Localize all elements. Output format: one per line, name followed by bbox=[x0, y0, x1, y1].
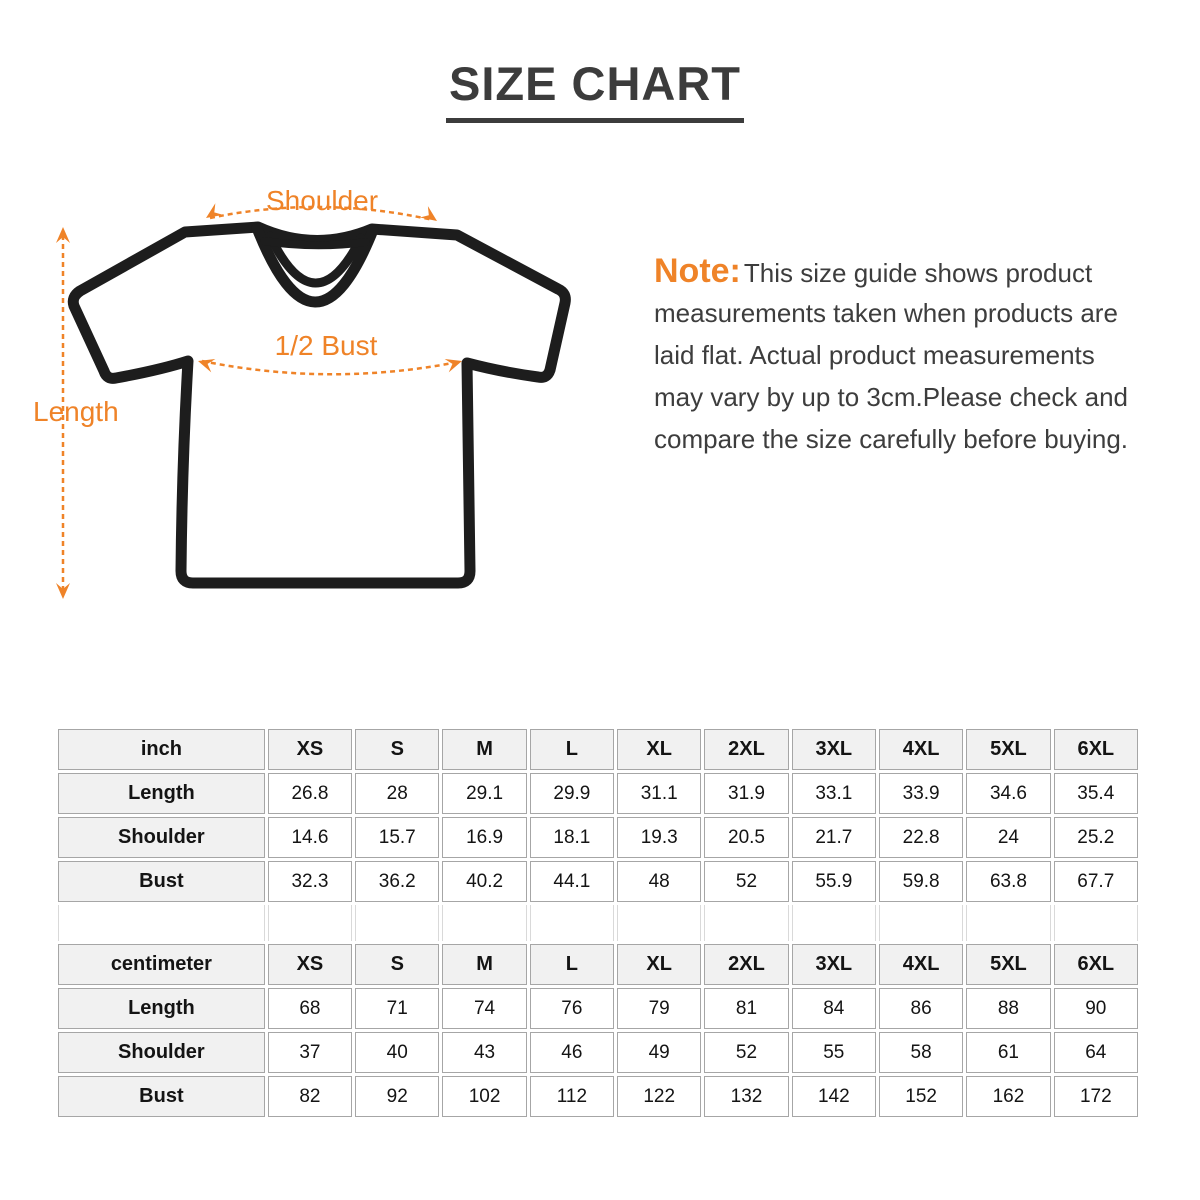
size-table bbox=[55, 726, 1141, 1120]
measurement-value: 14.6 bbox=[268, 817, 352, 858]
size-column-header: XS bbox=[268, 944, 352, 985]
measurement-value: 22.8 bbox=[879, 817, 963, 858]
measurement-value: 43 bbox=[442, 1032, 526, 1073]
measurement-value: 122 bbox=[617, 1076, 701, 1117]
measurement-value: 76 bbox=[530, 988, 614, 1029]
measurement-value: 15.7 bbox=[355, 817, 439, 858]
note-line: may vary by up to 3cm.Please check and bbox=[654, 382, 1129, 412]
measurement-value: 90 bbox=[1054, 988, 1138, 1029]
table-spacer-row bbox=[58, 905, 1138, 941]
size-column-header: S bbox=[355, 729, 439, 770]
size-column-header: M bbox=[442, 944, 526, 985]
measurement-value: 102 bbox=[442, 1076, 526, 1117]
measurement-value: 79 bbox=[617, 988, 701, 1029]
size-column-header: XS bbox=[268, 729, 352, 770]
measurement-value: 88 bbox=[966, 988, 1050, 1029]
measurement-value: 29.9 bbox=[530, 773, 614, 814]
measurement-value: 46 bbox=[530, 1032, 614, 1073]
tshirt-collar-back-line bbox=[264, 241, 366, 245]
measurement-row bbox=[58, 1032, 1138, 1073]
spacer-cell bbox=[268, 905, 352, 941]
note-text: This size guide shows product bbox=[743, 258, 1093, 288]
note-line: laid flat. Actual product measurements bbox=[654, 340, 1095, 370]
spacer-cell bbox=[1054, 905, 1138, 941]
size-column-header: S bbox=[355, 944, 439, 985]
measurement-value: 40.2 bbox=[442, 861, 526, 902]
measurement-value: 52 bbox=[704, 1032, 788, 1073]
measurement-value: 64 bbox=[1054, 1032, 1138, 1073]
spacer-cell bbox=[355, 905, 439, 941]
size-column-header: L bbox=[530, 729, 614, 770]
size-column-header: 2XL bbox=[704, 944, 788, 985]
measurement-value: 31.9 bbox=[704, 773, 788, 814]
measurement-label: Shoulder bbox=[58, 1032, 265, 1073]
measurement-label: Length bbox=[58, 988, 265, 1029]
measurement-value: 59.8 bbox=[879, 861, 963, 902]
measurement-value: 61 bbox=[966, 1032, 1050, 1073]
measurement-value: 33.1 bbox=[792, 773, 876, 814]
measurement-label: Bust bbox=[58, 861, 265, 902]
size-column-header: M bbox=[442, 729, 526, 770]
shoulder-arrowhead-left bbox=[202, 203, 223, 224]
measurement-value: 68 bbox=[268, 988, 352, 1029]
length-arrowhead-bottom bbox=[56, 583, 70, 599]
spacer-cell bbox=[792, 905, 876, 941]
measurement-value: 142 bbox=[792, 1076, 876, 1117]
measurement-value: 86 bbox=[879, 988, 963, 1029]
measurement-value: 18.1 bbox=[530, 817, 614, 858]
shoulder-arrowhead-right bbox=[420, 206, 441, 227]
measurement-value: 19.3 bbox=[617, 817, 701, 858]
measurement-value: 40 bbox=[355, 1032, 439, 1073]
measurement-label: Bust bbox=[58, 1076, 265, 1117]
note-line bbox=[654, 250, 1184, 292]
measurement-value: 25.2 bbox=[1054, 817, 1138, 858]
measurement-row bbox=[58, 988, 1138, 1029]
measurement-value: 24 bbox=[966, 817, 1050, 858]
shoulder-label: Shoulder bbox=[265, 185, 379, 216]
page-title: SIZE CHART bbox=[446, 56, 744, 123]
spacer-cell bbox=[966, 905, 1050, 941]
measurement-value: 84 bbox=[792, 988, 876, 1029]
measurement-value: 31.1 bbox=[617, 773, 701, 814]
measurement-value: 67.7 bbox=[1054, 861, 1138, 902]
half-bust-label: 1/2 Bust bbox=[274, 330, 378, 361]
measurement-value: 92 bbox=[355, 1076, 439, 1117]
measurement-value: 32.3 bbox=[268, 861, 352, 902]
measurement-value: 132 bbox=[704, 1076, 788, 1117]
measurement-value: 71 bbox=[355, 988, 439, 1029]
measurement-value: 33.9 bbox=[879, 773, 963, 814]
measurement-value: 162 bbox=[966, 1076, 1050, 1117]
measurement-value: 172 bbox=[1054, 1076, 1138, 1117]
measurement-label: Shoulder bbox=[58, 817, 265, 858]
length-arrowhead-top bbox=[56, 227, 70, 243]
measurement-value: 44.1 bbox=[530, 861, 614, 902]
measurement-label: Length bbox=[58, 773, 265, 814]
measurement-value: 82 bbox=[268, 1076, 352, 1117]
size-column-header: L bbox=[530, 944, 614, 985]
size-column-header: 2XL bbox=[704, 729, 788, 770]
size-column-header: 6XL bbox=[1054, 729, 1138, 770]
measurement-value: 63.8 bbox=[966, 861, 1050, 902]
measurement-row bbox=[58, 817, 1138, 858]
unit-label: inch bbox=[58, 729, 265, 770]
measurement-value: 26.8 bbox=[268, 773, 352, 814]
size-column-header: 5XL bbox=[966, 944, 1050, 985]
measurement-row bbox=[58, 773, 1138, 814]
measurement-value: 34.6 bbox=[966, 773, 1050, 814]
measurement-value: 16.9 bbox=[442, 817, 526, 858]
unit-label: centimeter bbox=[58, 944, 265, 985]
measurement-value: 49 bbox=[617, 1032, 701, 1073]
spacer-cell bbox=[58, 905, 265, 941]
measurement-row bbox=[58, 861, 1138, 902]
length-label: Length bbox=[33, 396, 119, 427]
measurement-value: 74 bbox=[442, 988, 526, 1029]
size-column-header: 3XL bbox=[792, 944, 876, 985]
measurement-value: 20.5 bbox=[704, 817, 788, 858]
spacer-cell bbox=[879, 905, 963, 941]
measurement-value: 112 bbox=[530, 1076, 614, 1117]
note-block bbox=[654, 250, 1184, 460]
measurement-value: 55 bbox=[792, 1032, 876, 1073]
measurement-value: 29.1 bbox=[442, 773, 526, 814]
measurement-value: 58 bbox=[879, 1032, 963, 1073]
measurement-value: 48 bbox=[617, 861, 701, 902]
note-line: measurements taken when products are bbox=[654, 298, 1118, 328]
measurement-row bbox=[58, 1076, 1138, 1117]
spacer-cell bbox=[704, 905, 788, 941]
measurement-value: 28 bbox=[355, 773, 439, 814]
measurement-value: 36.2 bbox=[355, 861, 439, 902]
measurement-value: 35.4 bbox=[1054, 773, 1138, 814]
measurement-value: 152 bbox=[879, 1076, 963, 1117]
spacer-cell bbox=[617, 905, 701, 941]
unit-header-row bbox=[58, 729, 1138, 770]
note-line: compare the size carefully before buying. bbox=[654, 424, 1129, 454]
size-column-header: 6XL bbox=[1054, 944, 1138, 985]
tshirt-measurement-diagram bbox=[20, 165, 640, 635]
size-column-header: 5XL bbox=[966, 729, 1050, 770]
measurement-value: 37 bbox=[268, 1032, 352, 1073]
measurement-value: 52 bbox=[704, 861, 788, 902]
unit-header-row bbox=[58, 944, 1138, 985]
measurement-value: 81 bbox=[704, 988, 788, 1029]
size-column-header: 4XL bbox=[879, 944, 963, 985]
size-column-header: XL bbox=[617, 729, 701, 770]
measurement-value: 21.7 bbox=[792, 817, 876, 858]
size-column-header: XL bbox=[617, 944, 701, 985]
spacer-cell bbox=[442, 905, 526, 941]
measurement-value: 55.9 bbox=[792, 861, 876, 902]
spacer-cell bbox=[530, 905, 614, 941]
note-prefix: Note: bbox=[654, 252, 741, 290]
size-column-header: 3XL bbox=[792, 729, 876, 770]
size-column-header: 4XL bbox=[879, 729, 963, 770]
